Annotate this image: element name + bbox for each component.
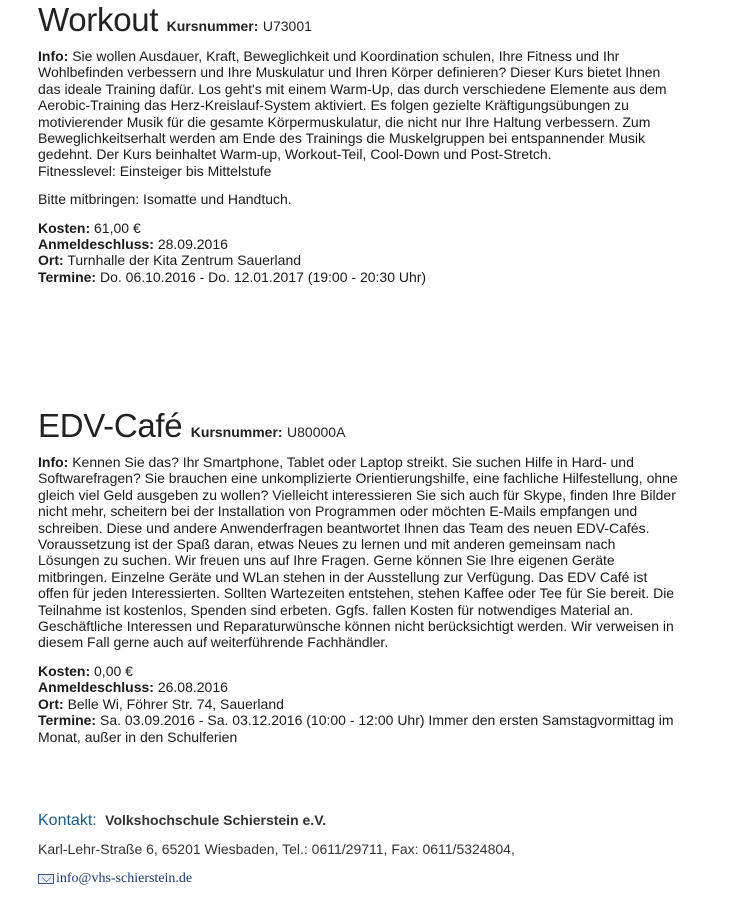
course-header [38, 0, 678, 40]
kosten-row [38, 220, 678, 236]
termine-label: Termine: [38, 268, 97, 285]
kursnummer-value: U80000A [287, 424, 346, 440]
ort-value: Turnhalle der Kita Zentrum Sauerland [67, 252, 302, 269]
contact-address: Karl-Lehr-Straße 6, 65201 Wiesbaden, Tel.: 0611/29711, Fax: 0611/5324804, [38, 841, 515, 857]
contact-section [38, 812, 718, 887]
kursnummer-label: Kursnummer: [166, 18, 259, 34]
email-address[interactable]: info@vhs-schierstein.de [56, 871, 193, 886]
course-title: EDV-Café [38, 407, 183, 444]
termine-value: Sa. 03.09.2016 - Sa. 03.12.2016 (10:00 - 12:00 Uhr) Immer den ersten Samstagvormittag im Monat, außer in den Schulferien [38, 712, 674, 745]
anmeldeschluss-value: 26.08.2016 [157, 679, 228, 696]
anmeldeschluss-label: Anmeldeschluss: [38, 236, 154, 253]
mail-icon [38, 874, 54, 884]
anmeldeschluss-row [38, 679, 678, 695]
anmeldeschluss-label: Anmeldeschluss: [38, 679, 154, 696]
course-workout [38, 0, 678, 285]
info-text: Kennen Sie das? Ihr Smartphone, Tablet oder Laptop streikt. Sie suchen Hilfe in Hard- und Softwarefragen? Sie brauchen eine unkomplizierte Orientierungshilfe, eine fachliche Hilfestellung, ohne gleich viel Geld ausgeben zu wollen? Vielleicht interessieren Sie sich auch für Skype, finden Ihre Bilder nicht mehr, scheitern bei der Installation von Programmen oder möchten E-Mails empfangen und schreiben. Diese und andere Anwenderfragen beantwortet Ihnen das Team des neuen EDV-Cafés. Voraussetzung ist der Spaß daran, etwas Neues zu lernen und mit anderen gemeinsam nach Lösungen zu suchen. Wir freuen uns auf Ihre Fragen. Gerne können Sie Ihre eigenen Geräte mitbringen. Einzelne Geräte und WLan stehen in der Ausstellung zur Verfügung. Das EDV Café ist offen für jeden Interessierten. Sollten Wartezeiten entstehen, stehen Kaffee oder Tee für Sie bereit. Die Teilnahme ist kostenlos, Spenden sind erbeten. Ggfs. fallen Kosten für notwendiges Material an. Geschäftliche Interessen und Reparaturwünsche können nicht berücksichtigt werden. Wir verweisen in diesem Fall gerne auch auf weiterführende Fachhändler. [38, 454, 678, 651]
kosten-value: 0,00 € [94, 662, 133, 679]
contact-label: Kontakt: [38, 812, 97, 829]
course-details [38, 220, 678, 286]
kursnummer-value: U73001 [262, 18, 312, 34]
ort-label: Ort: [38, 252, 64, 269]
course-title: Workout [38, 1, 159, 38]
ort-value: Belle Wi, Föhrer Str. 74, Sauerland [67, 695, 284, 712]
termine-row [38, 712, 678, 745]
termine-label: Termine: [38, 712, 97, 729]
kosten-row [38, 663, 678, 679]
bring-items: Bitte mitbringen: Isomatte und Handtuch. [38, 191, 292, 208]
kursnummer-label: Kursnummer: [190, 424, 283, 440]
info-label: Info: [38, 48, 69, 64]
ort-row [38, 252, 678, 268]
kosten-label: Kosten: [38, 219, 91, 236]
ort-row [38, 696, 678, 712]
termine-row [38, 269, 678, 285]
kosten-label: Kosten: [38, 662, 91, 679]
email-link[interactable] [38, 871, 718, 887]
fitness-level: Fitnesslevel: Einsteiger bis Mittelstufe [38, 162, 272, 179]
course-info [38, 454, 678, 651]
contact-header [38, 812, 718, 830]
anmeldeschluss-value: 28.09.2016 [157, 236, 228, 253]
info-text: Sie wollen Ausdauer, Kraft, Beweglichkeit und Koordination schulen, Ihre Fitness und Ihr Wohlbefinden verbessern und Ihre Muskulatur und Ihren Körper definieren? Dieser Kurs bietet Ihnen das ideale Training dafür. Los geht's mit einem Warm-Up, das durch verschiedene Elemente aus dem Aerobic-Training das Herz-Kreislauf-System aktiviert. Es folgen gezielte Kräftigungsübungen zu motivierender Musik für die gesamte Körpermuskulatur, die nicht nur Ihre Haltung verbessern. Zum Beweglichkeitserhalt werden am Ende des Trainings die Muskelgruppen bei entspannender Musik gedehnt. Der Kurs beinhaltet Warm-up, Workout-Teil, Cool-Down und Post-Stretch. [38, 48, 667, 163]
course-info [38, 48, 678, 179]
course-edv-cafe [38, 406, 678, 745]
termine-value: Do. 06.10.2016 - Do. 12.01.2017 (19:00 - 20:30 Uhr) [99, 268, 427, 285]
info-label: Info: [38, 454, 69, 470]
course-header [38, 406, 678, 446]
kosten-value: 61,00 € [94, 219, 141, 236]
contact-org: Volkshochschule Schierstein e.V. [105, 812, 327, 828]
course-details [38, 663, 678, 745]
anmeldeschluss-row [38, 236, 678, 252]
ort-label: Ort: [38, 695, 64, 712]
